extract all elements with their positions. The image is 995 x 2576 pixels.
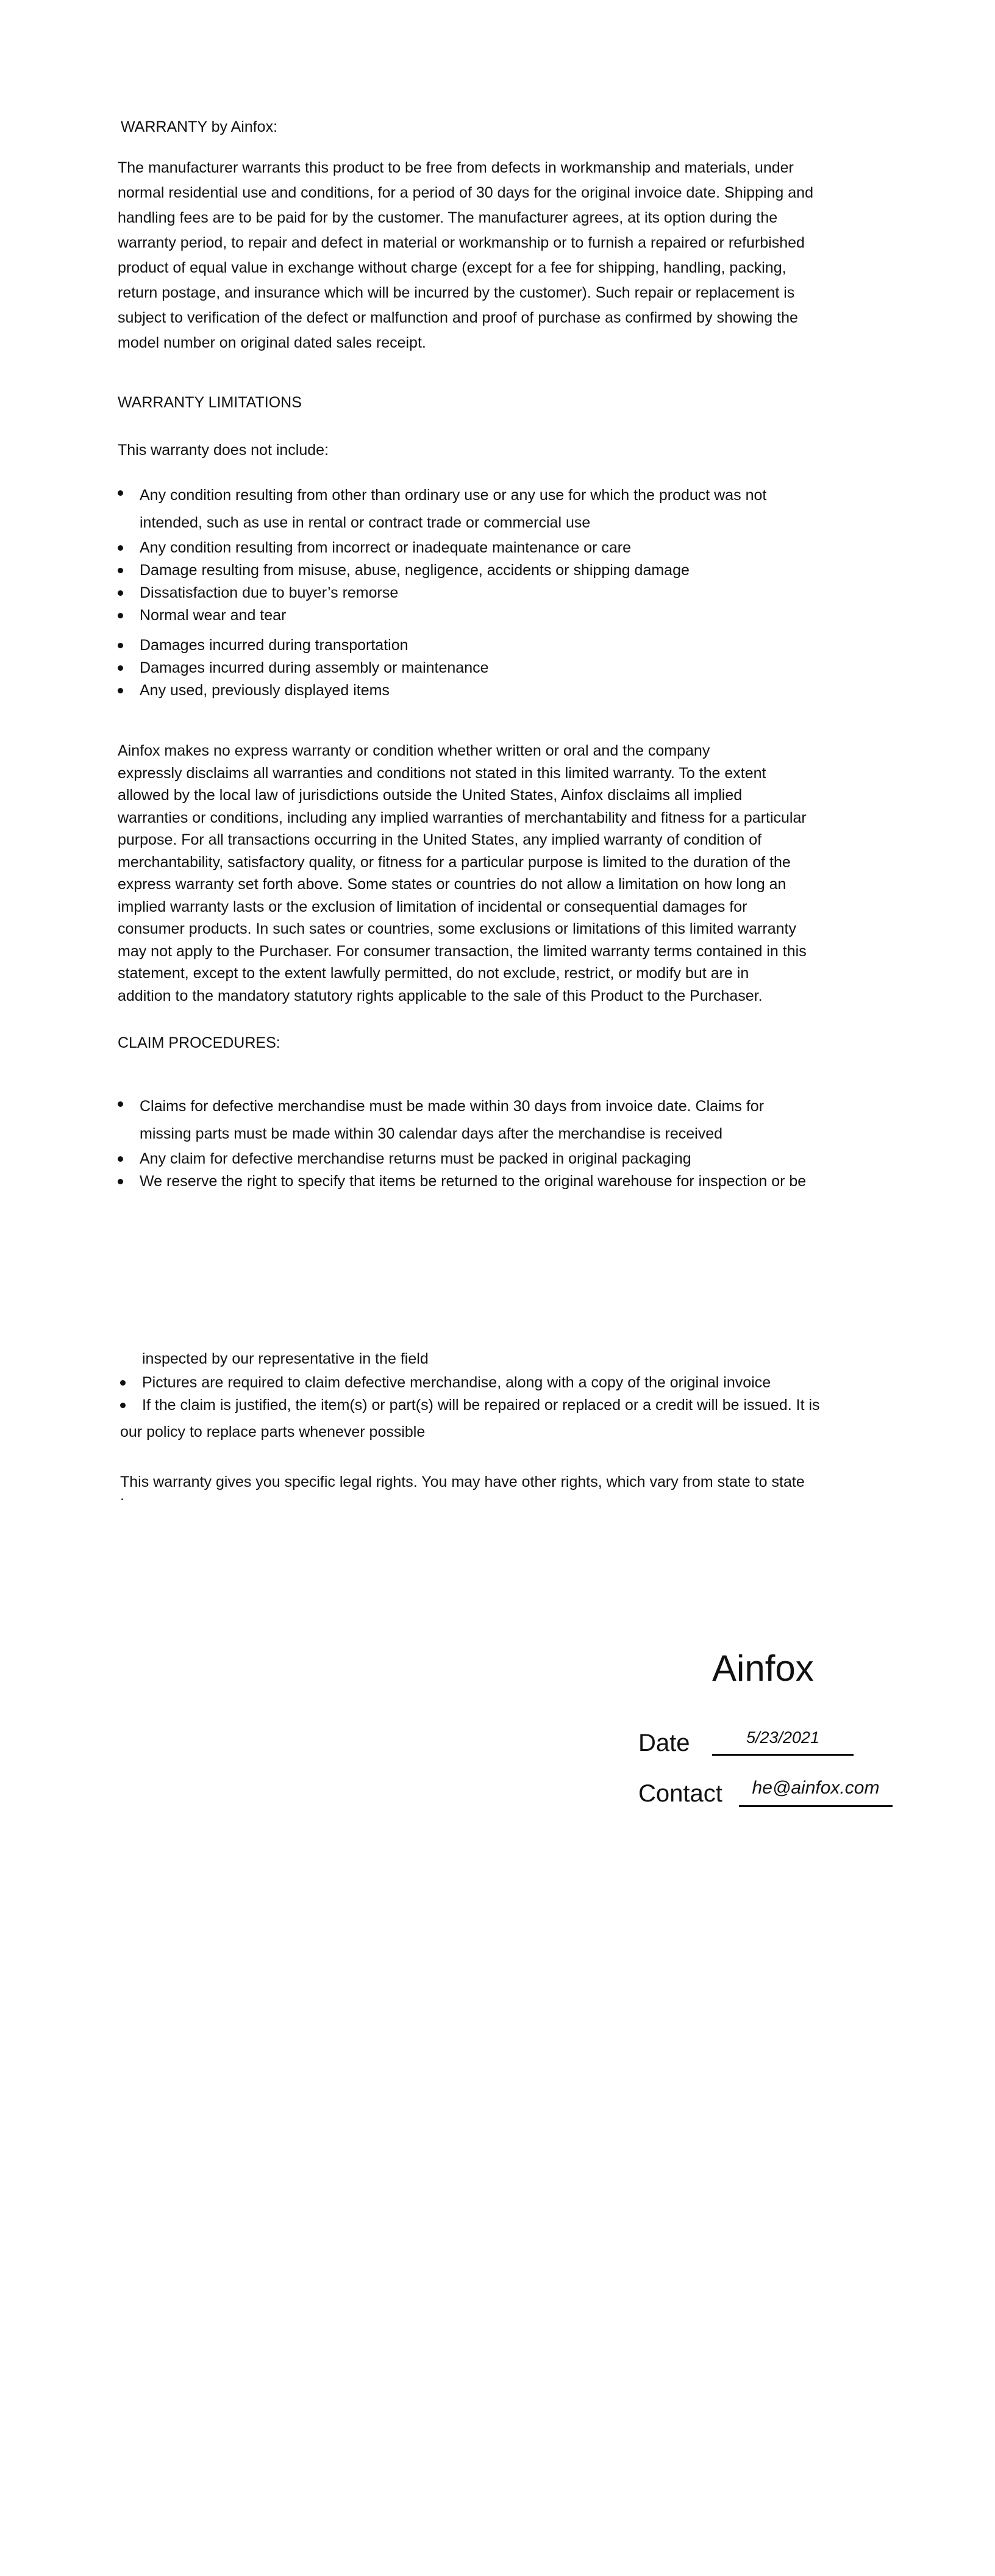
claims-trailing-line: our policy to replace parts whenever possible	[120, 1423, 426, 1440]
disclaimer-line: expressly disclaims all warranties and conditions not stated in this limited warranty. To the extent	[118, 764, 766, 782]
disclaimer-line: consumer products. In such sates or countries, some exclusions or limitations of this limited warranty	[118, 920, 796, 937]
disclaimer-line: merchantability, satisfactory quality, or fitness for a particular purpose is limited to the duration of the	[118, 853, 791, 871]
claims-list-continued	[120, 1372, 820, 1417]
claims-heading: CLAIM PROCEDURES:	[118, 1034, 280, 1051]
warranty-paragraph	[118, 156, 886, 356]
list-item	[118, 482, 766, 537]
list-item-line: missing parts must be made within 30 calendar days after the merchandise is received	[140, 1125, 723, 1142]
list-item: Any condition resulting from incorrect or inadequate maintenance or care	[118, 537, 766, 559]
warranty-line: product of equal value in exchange without charge (except for a fee for shipping, handling, packing,	[118, 259, 786, 276]
stray-mark: .	[120, 1487, 124, 1504]
limitations-list	[118, 482, 766, 627]
list-item: Damages incurred during assembly or maintenance	[118, 657, 489, 679]
limitations-heading: WARRANTY LIMITATIONS	[118, 394, 302, 411]
warranty-heading: WARRANTY by Ainfox:	[121, 118, 278, 135]
disclaimer-line: warranties or conditions, including any implied warranties of merchantability and fitness for a particular	[118, 809, 807, 826]
contact-underline	[739, 1805, 893, 1807]
disclaimer-line: Ainfox makes no express warranty or condition whether written or oral and the company	[118, 742, 710, 759]
disclaimer-line: statement, except to the extent lawfully permitted, do not exclude, restrict, or modify but are in	[118, 965, 749, 982]
date-underline	[712, 1754, 854, 1756]
list-item: If the claim is justified, the item(s) or part(s) will be repaired or replaced or a credit will be issued. It is	[120, 1394, 820, 1417]
date-value: 5/23/2021	[746, 1728, 820, 1747]
company-signature: Ainfox	[712, 1648, 814, 1689]
warranty-line: model number on original dated sales receipt.	[118, 334, 426, 351]
list-item: Dissatisfaction due to buyer’s remorse	[118, 582, 766, 604]
list-item: Damages incurred during transportation	[118, 634, 489, 657]
limitations-list-continued	[118, 634, 489, 702]
claims-continuation: inspected by our representative in the field	[142, 1350, 429, 1367]
list-item: Normal wear and tear	[118, 604, 766, 627]
list-item: Pictures are required to claim defective merchandise, along with a copy of the original invoice	[120, 1372, 820, 1394]
list-item: Any used, previously displayed items	[118, 679, 489, 702]
disclaimer-line: allowed by the local law of jurisdictions outside the United States, Ainfox disclaims all implied	[118, 787, 743, 804]
list-item-line: Claims for defective merchandise must be made within 30 days from invoice date. Claims for	[140, 1098, 765, 1115]
rights-statement: This warranty gives you specific legal rights. You may have other rights, which vary from state to state	[120, 1473, 805, 1490]
claims-list	[118, 1093, 806, 1193]
warranty-line: return postage, and insurance which will be incurred by the customer). Such repair or replacement is	[118, 284, 795, 301]
date-label: Date	[638, 1730, 690, 1756]
disclaimer-paragraph	[118, 740, 886, 1007]
disclaimer-line: may not apply to the Purchaser. For consumer transaction, the limited warranty terms contained in this	[118, 942, 807, 960]
warranty-line: warranty period, to repair and defect in material or workmanship or to furnish a repaired or refurbished	[118, 234, 805, 251]
disclaimer-line: addition to the mandatory statutory rights applicable to the sale of this Product to the Purchaser.	[118, 987, 763, 1004]
warranty-line: The manufacturer warrants this product to be free from defects in workmanship and materials, under	[118, 159, 794, 176]
contact-label: Contact	[638, 1780, 722, 1807]
disclaimer-line: purpose. For all transactions occurring in the United States, any implied warranty of condition of	[118, 831, 762, 848]
list-item	[118, 1093, 806, 1148]
list-item-line: intended, such as use in rental or contract trade or commercial use	[140, 514, 591, 531]
warranty-line: normal residential use and conditions, for a period of 30 days for the original invoice date. Shipping and	[118, 184, 813, 201]
list-item: We reserve the right to specify that items be returned to the original warehouse for inspection or be	[118, 1170, 806, 1193]
list-item: Any claim for defective merchandise returns must be packed in original packaging	[118, 1148, 806, 1170]
list-item: Damage resulting from misuse, abuse, negligence, accidents or shipping damage	[118, 559, 766, 582]
list-item-line: Any condition resulting from other than ordinary use or any use for which the product was not	[140, 487, 767, 504]
warranty-line: subject to verification of the defect or malfunction and proof of purchase as confirmed by showing the	[118, 309, 798, 326]
contact-value: he@ainfox.com	[752, 1778, 880, 1798]
disclaimer-line: express warranty set forth above. Some states or countries do not allow a limitation on how long an	[118, 876, 786, 893]
warranty-line: handling fees are to be paid for by the customer. The manufacturer agrees, at its option during the	[118, 209, 778, 226]
disclaimer-line: implied warranty lasts or the exclusion of limitation of incidental or consequential damages for	[118, 898, 747, 915]
limitations-intro: This warranty does not include:	[118, 442, 329, 459]
